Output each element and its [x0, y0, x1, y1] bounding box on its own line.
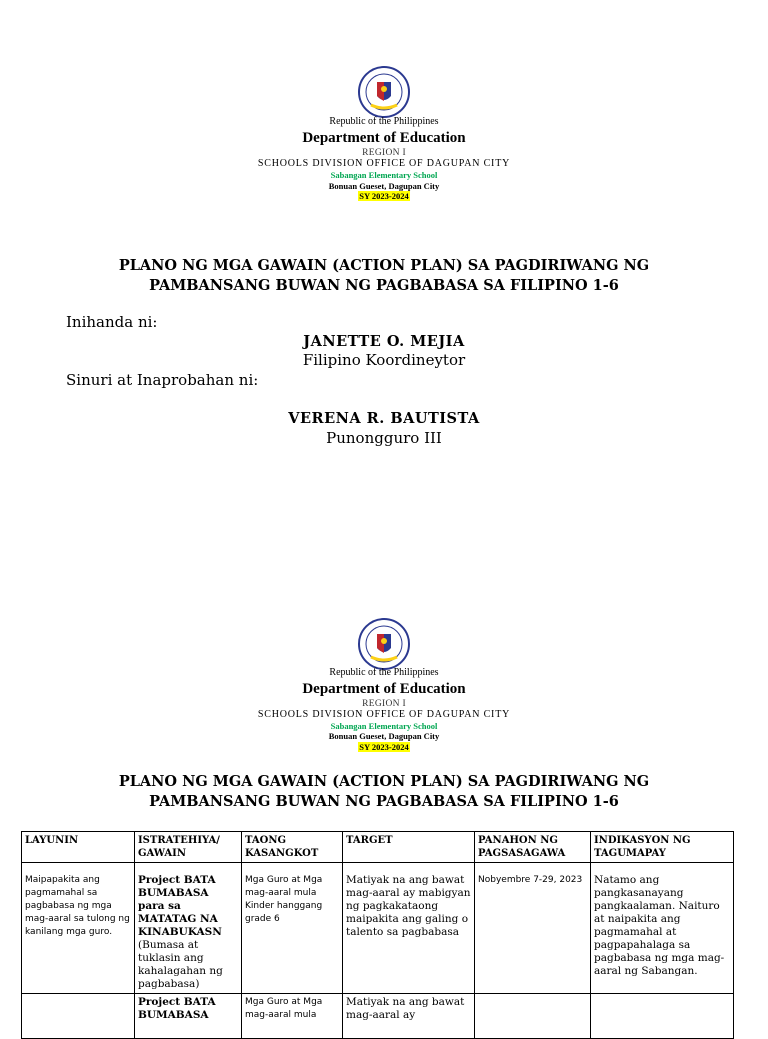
department-name: Department of Education [302, 130, 466, 146]
cell-panahon [475, 994, 591, 1039]
table-row [22, 994, 734, 1039]
cell-target: Matiyak na ang bawat mag-aaral ay [343, 994, 475, 1039]
cell-panahon: Nobyembre 7-29, 2023 [475, 863, 591, 994]
school-address: Bonuan Gueset, Dagupan City [328, 731, 440, 741]
table-row [22, 863, 734, 994]
department-name: Department of Education [302, 681, 466, 697]
gawain-description: (Bumasa at tuklasin ang kahalagahan ng pagbabasa) [138, 939, 223, 990]
cell-indikasyon [591, 994, 734, 1039]
col-header-layunin: LAYUNIN [22, 832, 135, 863]
region-line: REGION I [362, 148, 406, 158]
school-year: SY 2023-2024 [359, 191, 409, 201]
col-header-indikasyon: INDIKASYON NG TAGUMAPAY [591, 832, 734, 863]
cell-target: Matiyak na ang bawat mag-aaral ay mabigyan ng pagkakataong maipakita ang galing o talento sa pagbabasa [343, 863, 475, 994]
plan-title-line2: PAMBANSANG BUWAN NG PAGBABASA SA FILIPINO 1-6 [149, 793, 619, 810]
school-name: Sabangan Elementary School [330, 721, 438, 731]
cell-indikasyon: Natamo ang pangkasanayang pangkaalaman. Naituro at naipakita ang pagmamahal at pagpapahalaga sa pagbabasa ng mga mag-aaral ng Sabangan. [591, 863, 734, 994]
prepared-by-name: JANETTE O. MEJIA [303, 333, 465, 350]
col-header-kasangkot: TAONG KASANGKOT [242, 832, 343, 863]
division-line: SCHOOLS DIVISION OFFICE OF DAGUPAN CITY [257, 158, 511, 169]
action-plan-table [21, 831, 734, 1039]
deped-seal [357, 617, 411, 671]
prepared-by-role: Filipino Koordineytor [302, 351, 466, 369]
school-name: Sabangan Elementary School [330, 170, 438, 180]
cell-kasangkot: Mga Guro at Mga mag-aaral mula Kinder hanggang grade 6 [242, 863, 343, 994]
deped-seal [357, 65, 411, 119]
gawain-title: Project BATA BUMABASA [138, 996, 216, 1021]
plan-title [0, 772, 768, 812]
col-header-panahon: PANAHON NG PAGSASAGAWA [475, 832, 591, 863]
plan-title-line1: PLANO NG MGA GAWAIN (ACTION PLAN) SA PAGDIRIWANG NG [118, 773, 650, 790]
republic-line: Republic of the Philippines [329, 667, 439, 678]
col-header-gawain: ISTRATEHIYA/ GAWAIN [135, 832, 242, 863]
plan-title-line1: PLANO NG MGA GAWAIN (ACTION PLAN) SA PAGDIRIWANG NG [118, 257, 650, 274]
plan-title-line2: PAMBANSANG BUWAN NG PAGBABASA SA FILIPINO 1-6 [149, 277, 619, 294]
col-header-target: TARGET [343, 832, 475, 863]
prepared-by-label: Inihanda ni: [66, 313, 158, 331]
plan-title [0, 256, 768, 296]
cell-layunin: Maipapakita ang pagmamahal sa pagbabasa ng mga mag-aaral sa tulong ng kanilang mga guro. [22, 863, 135, 994]
table-header-row [22, 832, 734, 863]
approved-by-name: VERENA R. BAUTISTA [288, 410, 480, 427]
approved-by-role: Punongguro III [326, 429, 442, 447]
cell-gawain [135, 994, 242, 1039]
approved-by-label: Sinuri at Inaprobahan ni: [66, 371, 259, 389]
school-year: SY 2023-2024 [359, 742, 409, 752]
cell-kasangkot: Mga Guro at Mga mag-aaral mula [242, 994, 343, 1039]
school-address: Bonuan Gueset, Dagupan City [328, 181, 440, 191]
republic-line: Republic of the Philippines [329, 116, 439, 127]
region-line: REGION I [362, 699, 406, 709]
gawain-title: Project BATA BUMABASA para sa MATATAG NA KINABUKASN [138, 874, 222, 938]
cell-layunin [22, 994, 135, 1039]
cell-gawain [135, 863, 242, 994]
division-line: SCHOOLS DIVISION OFFICE OF DAGUPAN CITY [257, 709, 511, 720]
